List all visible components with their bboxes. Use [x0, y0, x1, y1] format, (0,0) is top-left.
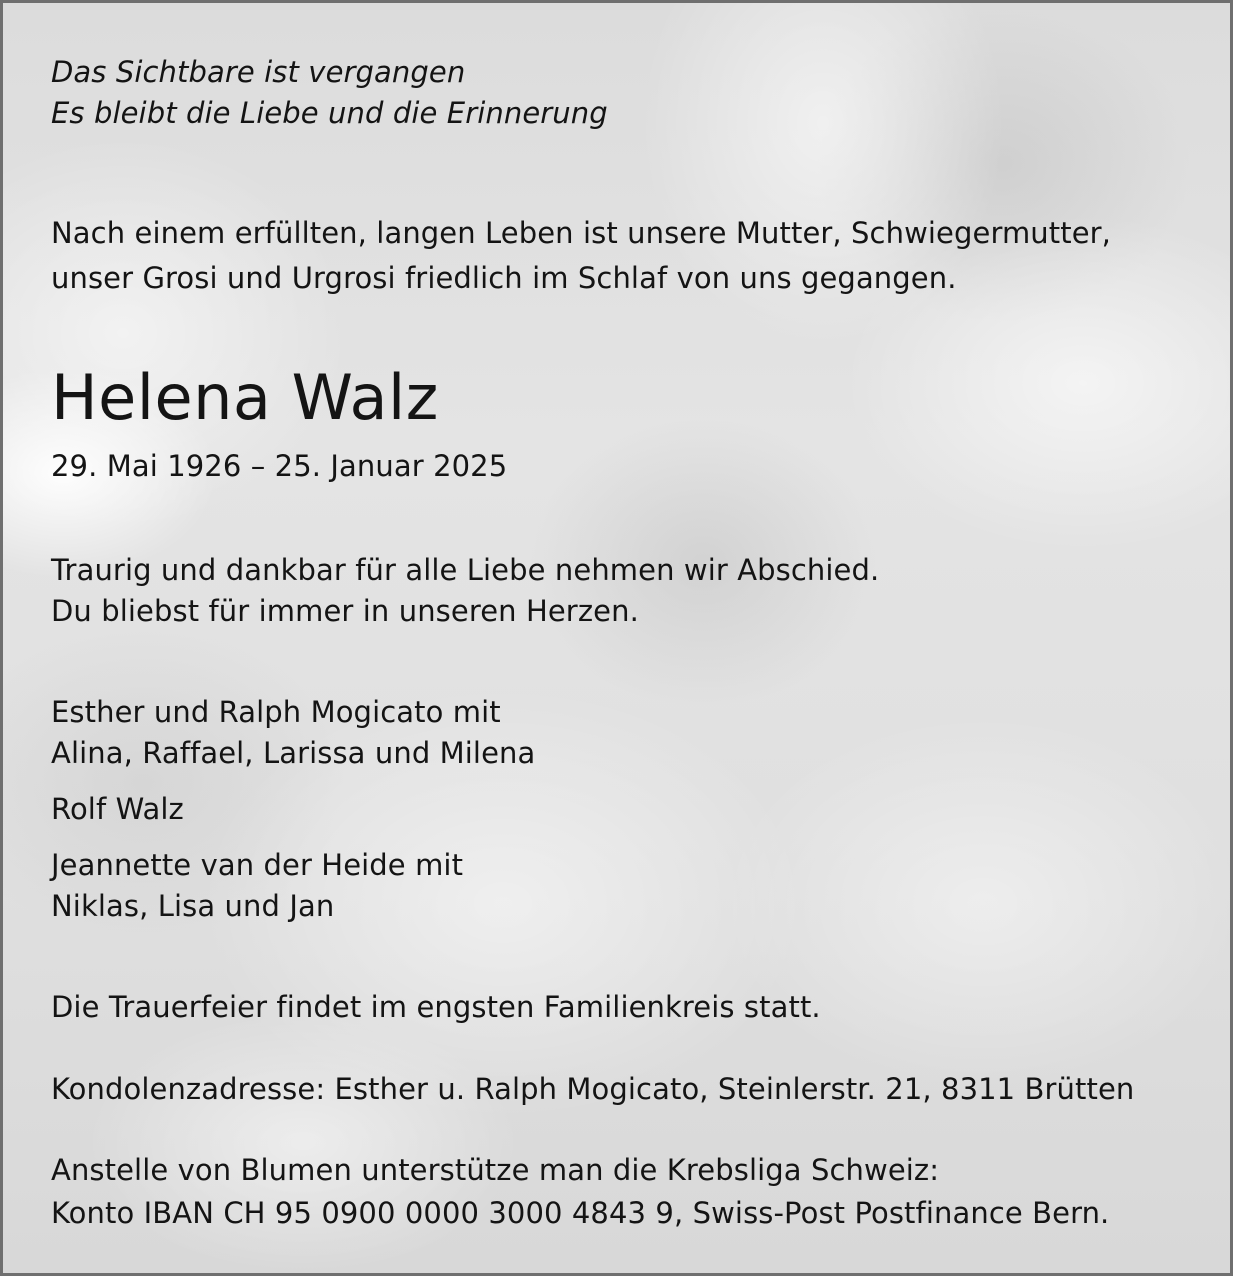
farewell-line-2: Du bliebst für immer in unseren Herzen. [51, 594, 639, 628]
motto-line-1: Das Sichtbare ist vergangen [51, 55, 466, 89]
ceremony-note: Die Trauerfeier findet im engsten Familienkreis statt. [51, 990, 821, 1024]
donation-line-1: Anstelle von Blumen unterstütze man die Krebsliga Schweiz: [51, 1153, 940, 1187]
condolence-address: Kondolenzadresse: Esther u. Ralph Mogicato, Steinlerstr. 21, 8311 Brütten [51, 1072, 1135, 1106]
farewell-line-1: Traurig und dankbar für alle Liebe nehmen wir Abschied. [51, 553, 880, 587]
motto-line-2: Es bleibt die Liebe und die Erinnerung [51, 96, 608, 130]
mourner-3-line-2: Niklas, Lisa und Jan [51, 889, 335, 923]
mourner-3-line-1: Jeannette van der Heide mit [51, 848, 464, 882]
mourner-1-line-1: Esther und Ralph Mogicato mit [51, 695, 501, 729]
deceased-name: Helena Walz [51, 361, 439, 434]
mourner-2-line-1: Rolf Walz [51, 792, 184, 826]
mourner-1-line-2: Alina, Raffael, Larissa und Milena [51, 736, 536, 770]
donation-line-2: Konto IBAN CH 95 0900 0000 3000 4843 9, Swiss-Post Postfinance Bern. [51, 1196, 1110, 1230]
intro-line-1: Nach einem erfüllten, langen Leben ist unsere Mutter, Schwiegermutter, [51, 216, 1112, 250]
intro-line-2: unser Grosi und Urgrosi friedlich im Schlaf von uns gegangen. [51, 261, 957, 295]
life-dates: 29. Mai 1926 – 25. Januar 2025 [51, 449, 508, 483]
